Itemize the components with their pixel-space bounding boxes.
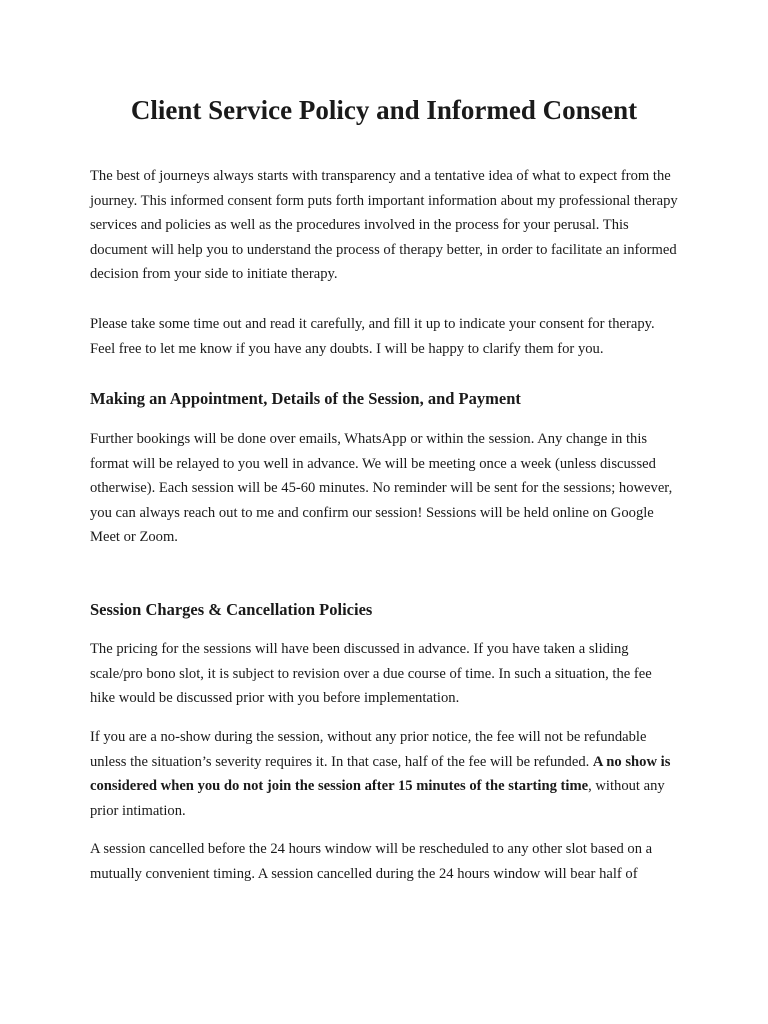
section-heading-appointment: Making an Appointment, Details of the Session, and Payment (90, 389, 521, 408)
appointment-paragraph: Further bookings will be done over emails, WhatsApp or within the session. Any change in this format will be relayed to you well in advance. We will be meeting once a week (unless discussed otherwise). Each session will be 45-60 minutes. No reminder will be sent for the sessions; however, you can always reach out to me and confirm our session! Sessions will be held online on Google Meet or Zoom. (90, 431, 673, 545)
charges-paragraph-3: A session cancelled before the 24 hours window will be rescheduled to any other slot based on a mutually convenient timing. A session cancelled during the 24 hours window will bear half of (90, 841, 653, 882)
document-title: Client Service Policy and Informed Consent (130, 95, 638, 125)
section-heading-charges: Session Charges & Cancellation Policies (90, 600, 373, 619)
charges-paragraph-1: The pricing for the sessions will have been discussed in advance. If you have taken a sliding scale/pro bono slot, it is subject to revision over a due course of time. In such a situation, the fee hike would be discussed prior with you before implementation. (90, 641, 652, 706)
no-show-text: If you are a no-show during the session, without any prior notice, the fee will not be refundable unless the situation’s severity requires it. In that case, half of the fee will be refunded. (90, 729, 647, 770)
intro-paragraph-1: The best of journeys always starts with transparency and a tentative idea of what to expect from the journey. This informed consent form puts forth important information about my professional therapy services and policies as well as the procedures involved in the process for your perusal. This document will help you to understand the process of therapy better, in order to facilitate an informed decision from your side to initiate therapy. (90, 168, 678, 282)
no-show-text-end: , without any prior intimation. (90, 778, 665, 819)
no-show-definition-bold: A no show is considered when you do not join the session after 15 minutes of the starting time (90, 753, 671, 794)
charges-paragraph-2 (90, 725, 680, 823)
intro-paragraph-2: Please take some time out and read it carefully, and fill it up to indicate your consent for therapy. Feel free to let me know if you have any doubts. I will be happy to clarify them for you. (90, 316, 655, 357)
